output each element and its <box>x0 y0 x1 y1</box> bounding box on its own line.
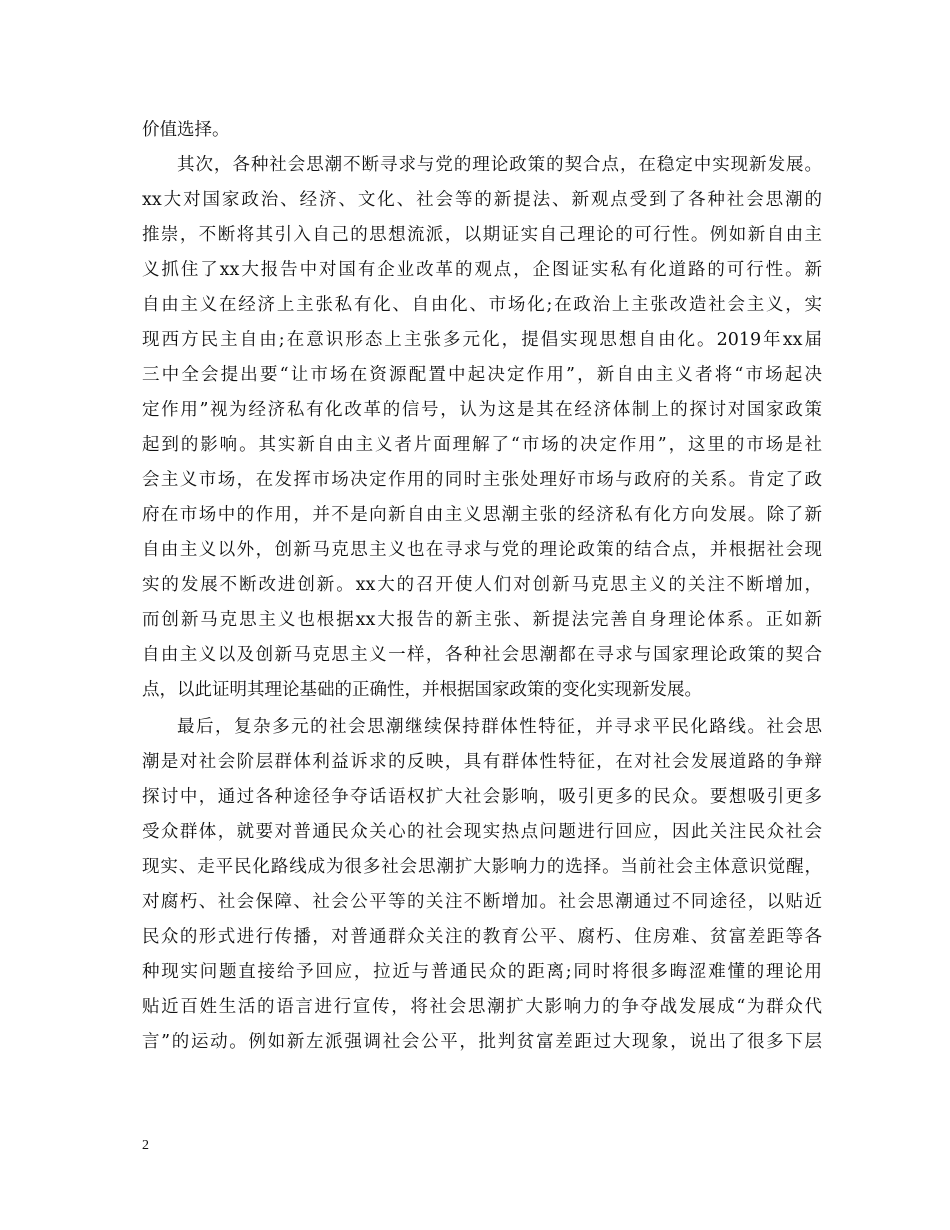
text-line: 现西方民主自由;在意识形态上主张多元化，提倡实现思想自由化。2019年xx届 <box>142 330 822 350</box>
text-line: 会主义市场，在发挥市场决定作用的同时主张处理好市场与政府的关系。肯定了政 <box>142 470 822 490</box>
paragraph-start-line: 其次，各种社会思潮不断寻求与党的理论政策的契合点，在稳定中实现新发展。 <box>177 155 822 175</box>
text-line: 点，以此证明其理论基础的正确性，并根据国家政策的变化实现新发展。 <box>142 680 702 700</box>
text-line: 自由主义以外，创新马克思主义也在寻求与党的理论政策的结合点，并根据社会现 <box>142 540 822 560</box>
page-number: 2 <box>142 1138 149 1153</box>
text-line: 受众群体，就要对普通民众关心的社会现实热点问题进行回应，因此关注民众社会 <box>142 822 822 842</box>
text-line: 潮是对社会阶层群体利益诉求的反映，具有群体性特征，在对社会发展道路的争辩 <box>142 752 822 772</box>
text-line: 三中全会提出要“让市场在资源配置中起决定作用”，新自由主义者将“市场起决 <box>142 365 822 385</box>
text-line: xx大对国家政治、经济、文化、社会等的新提法、新观点受到了各种社会思潮的 <box>142 190 822 210</box>
text-line: 实的发展不断改进创新。xx大的召开使人们对创新马克思主义的关注不断增加， <box>142 575 822 595</box>
text-line: 贴近百姓生活的语言进行宣传，将社会思潮扩大影响力的争夺战发展成“为群众代 <box>142 997 822 1017</box>
text-line: 推崇，不断将其引入自己的思想流派，以期证实自己理论的可行性。例如新自由主 <box>142 225 822 245</box>
text-line: 自由主义以及创新马克思主义一样，各种社会思潮都在寻求与国家理论政策的契合 <box>142 645 822 665</box>
text-line: 定作用”视为经济私有化改革的信号，认为这是其在经济体制上的探讨对国家政策 <box>142 400 822 420</box>
text-line: 而创新马克思主义也根据xx大报告的新主张、新提法完善自身理论体系。正如新 <box>142 610 822 630</box>
text-line: 探讨中，通过各种途径争夺话语权扩大社会影响，吸引更多的民众。要想吸引更多 <box>142 787 822 807</box>
text-line: 义抓住了xx大报告中对国有企业改革的观点，企图证实私有化道路的可行性。新 <box>142 260 822 280</box>
text-line: 言”的运动。例如新左派强调社会公平，批判贫富差距过大现象，说出了很多下层 <box>142 1032 822 1052</box>
paragraph-start-line: 最后，复杂多元的社会思潮继续保持群体性特征，并寻求平民化路线。社会思 <box>177 717 822 737</box>
text-line: 民众的形式进行传播，对普通群众关注的教育公平、腐朽、住房难、贫富差距等各 <box>142 927 822 947</box>
text-line: 种现实问题直接给予回应，拉近与普通民众的距离;同时将很多晦涩难懂的理论用 <box>142 962 822 982</box>
text-line: 价值选择。 <box>142 120 230 140</box>
text-line: 现实、走平民化路线成为很多社会思潮扩大影响力的选择。当前社会主体意识觉醒， <box>142 857 822 877</box>
text-line: 府在市场中的作用，并不是向新自由主义思潮主张的经济私有化方向发展。除了新 <box>142 505 822 525</box>
text-line: 对腐朽、社会保障、社会公平等的关注不断增加。社会思潮通过不同途径，以贴近 <box>142 892 822 912</box>
text-line: 起到的影响。其实新自由主义者片面理解了“市场的决定作用”，这里的市场是社 <box>142 435 822 455</box>
text-line: 自由主义在经济上主张私有化、自由化、市场化;在政治上主张改造社会主义，实 <box>142 295 822 315</box>
